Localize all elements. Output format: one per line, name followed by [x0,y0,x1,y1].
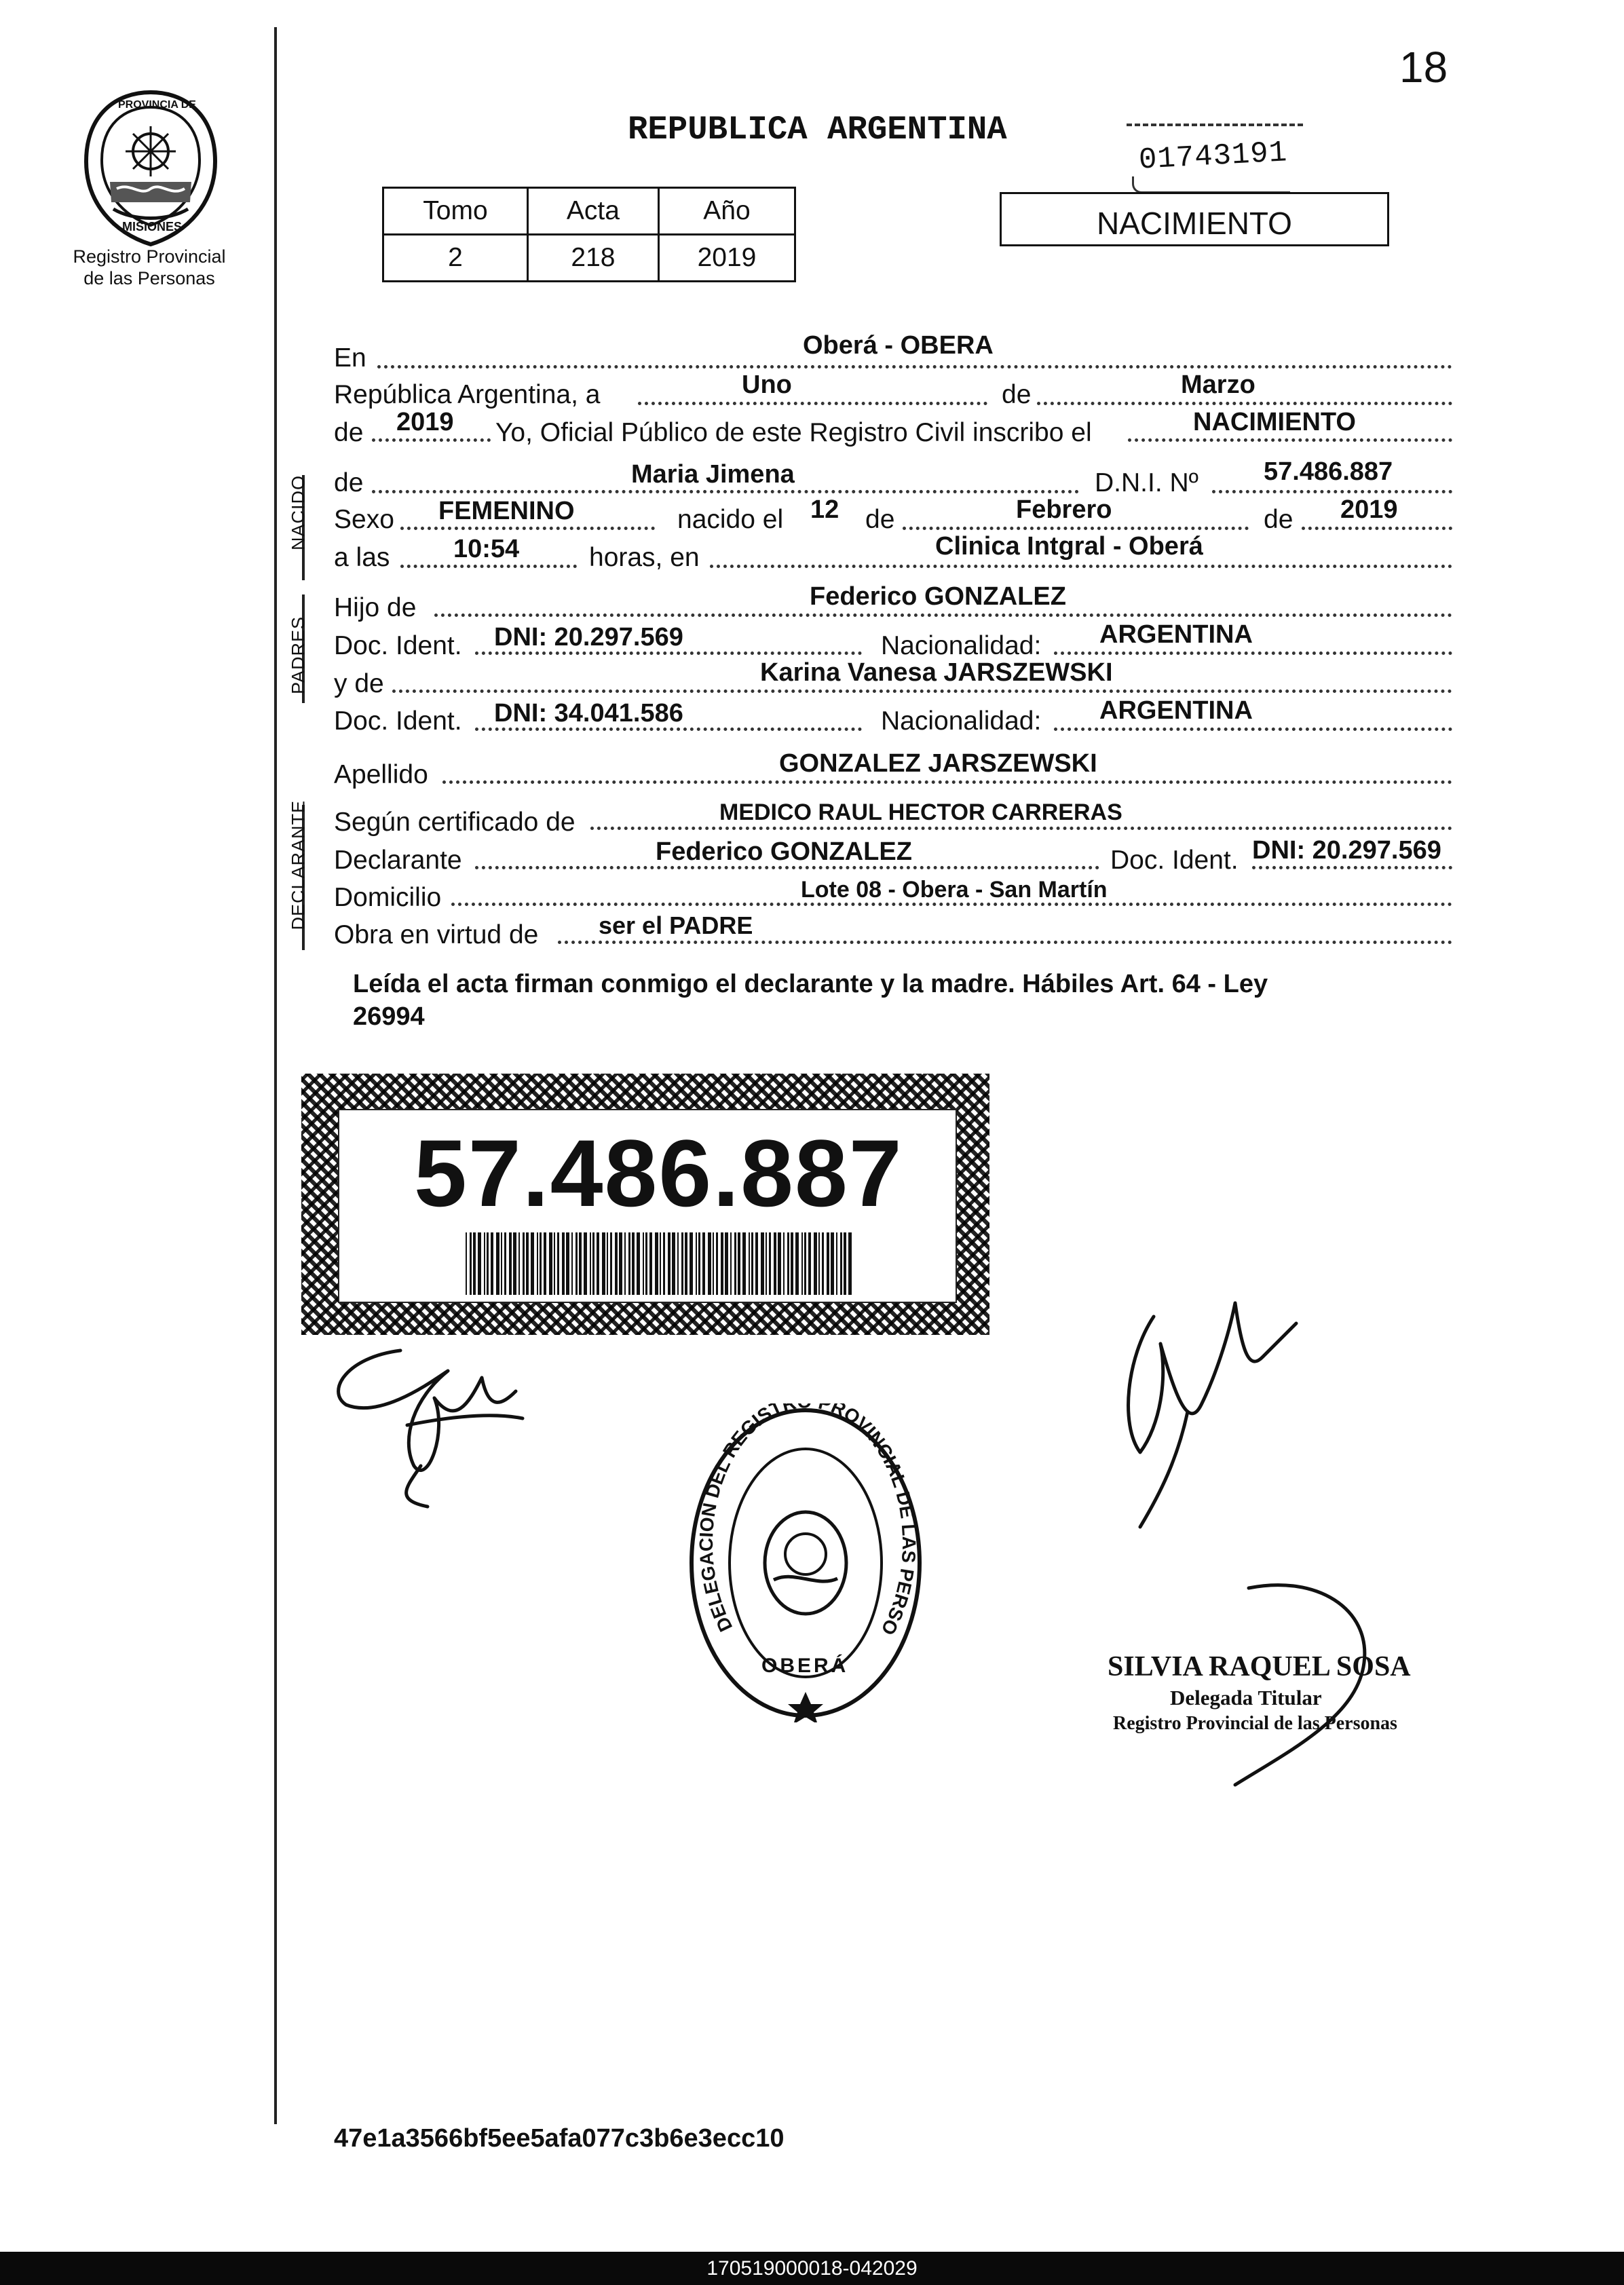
barcode-bar [632,1232,635,1295]
dotted-line [1037,402,1452,405]
barcode-bar [610,1232,612,1295]
field-lugar: Oberá - OBERA [803,331,994,360]
declarant-signature [319,1330,543,1513]
barcode-bar [672,1232,675,1295]
barcode-bar [755,1232,758,1295]
officer-block [1108,1650,1427,1735]
barcode-bar [579,1232,582,1295]
barcode-bar [730,1232,732,1295]
barcode-bar [509,1232,512,1295]
barcode-bar [677,1232,679,1295]
dotted-line [400,527,655,530]
record-table-value-row [383,235,795,282]
field-mes: Marzo [1181,371,1255,399]
label-domicilio: Domicilio [334,883,442,912]
field-nac-dia: 12 [810,495,839,524]
barcode-bar [487,1232,489,1295]
dotted-line [392,690,1452,693]
label-y-de: y de [334,669,384,698]
barcode-bar [619,1232,622,1295]
barcode-bar [668,1232,671,1295]
barcode-bar [571,1232,573,1295]
official-stamp [685,1403,926,1722]
left-margin-rule [274,27,277,2124]
barcode-bar [554,1232,555,1295]
label-a-las: a las [334,543,390,572]
document-title: REPUBLICA ARGENTINA [628,111,1007,149]
barcode-bar [504,1232,506,1295]
field-declarante: Federico GONZALEZ [656,837,912,866]
field-madre-doc: DNI: 34.041.586 [494,699,683,728]
serial-number: 01743191 [1137,136,1289,178]
barcode-bar [774,1232,776,1295]
registry-caption [41,246,258,289]
label-de: de [1002,380,1032,409]
record-type: NACIMIENTO [1097,206,1292,241]
barcode-bar [742,1232,746,1295]
barcode-bar [801,1232,803,1295]
barcode-bar [702,1232,705,1295]
field-dia: Uno [742,371,792,399]
field-domicilio: Lote 08 - Obera - San Martín [801,877,1108,903]
barcode-bar [685,1232,687,1295]
dni-sticker [301,1074,989,1335]
barcode-bar [822,1232,824,1295]
barcode-bar [513,1232,516,1295]
label-declarante: Declarante [334,846,462,875]
barcode-bar [660,1232,661,1295]
field-nac-mes: Febrero [1016,495,1112,524]
registry-logo [76,87,225,250]
barcode-bar [562,1232,565,1295]
barcode-bar [491,1232,493,1295]
barcode-bar [804,1232,806,1295]
field-nombre: Maria Jimena [631,460,795,489]
dotted-line [903,527,1249,530]
footer-code: 170519000018-042029 [706,2257,918,2280]
label-apellido: Apellido [334,760,428,789]
dotted-line [1212,490,1452,493]
footer-bar [0,2252,1624,2285]
stamp-ring-text: DELEGACION DEL REGISTR ROVINCIAL DE LAS PERSO [695,1403,920,1639]
barcode-bar [795,1232,799,1295]
barcode-bar [602,1232,605,1295]
record-type-box [1000,192,1389,246]
barcode-bar [643,1232,644,1295]
label-de: de [334,418,364,447]
barcode-bar [590,1232,591,1295]
dotted-line [1302,527,1452,530]
dotted-line [475,651,862,655]
barcode-bar [698,1232,700,1295]
barcode-bar [844,1232,846,1295]
serial-stamp-bracket [1132,176,1290,193]
label-de: de [865,505,895,534]
barcode-bar [628,1232,630,1295]
barcode-bar [681,1232,683,1295]
field-certificado: MEDICO RAUL HECTOR CARRERAS [719,799,1122,825]
officer-role: Delegada Titular [1170,1686,1322,1710]
barcode-bar [470,1232,472,1295]
barcode-bar [761,1232,764,1295]
logo-text-top: PROVINCIA DE [118,99,196,111]
barcode-bar [836,1232,837,1295]
barcode-bar [725,1232,728,1295]
closing-note-line-1: Leída el acta firman conmigo el declarante y la madre. Hábiles Art. 64 - Ley [353,970,1268,998]
field-nac-anio: 2019 [1340,495,1398,524]
field-madre: Karina Vanesa JARSZEWSKI [760,658,1113,687]
serial-stamp [1127,114,1310,195]
field-padre-nac: ARGENTINA [1099,620,1253,649]
officer-office: Registro Provincial de las Personas [1113,1713,1397,1734]
record-table-header: Acta [527,188,658,235]
barcode-bar [690,1232,693,1295]
barcode-bar [544,1232,546,1295]
barcode-bar [721,1232,723,1295]
barcode-bar [518,1232,520,1295]
dotted-line [710,565,1452,568]
barcode-bar [738,1232,740,1295]
label-doc-ident: Doc. Ident. [334,706,462,736]
barcode-bar [787,1232,789,1295]
barcode-bar [615,1232,618,1295]
dotted-line [434,613,1452,617]
dotted-line [475,728,862,731]
record-table-header: Año [658,188,795,235]
dotted-line [442,780,1452,784]
record-table-header: Tomo [383,188,528,235]
barcode-bar [848,1232,852,1295]
barcode-bar [496,1232,499,1295]
barcode-bar [466,1232,467,1295]
dotted-line [1128,438,1452,442]
barcode-bar [597,1232,599,1295]
sticker-barcode [466,1232,852,1295]
barcode-bar [649,1232,652,1295]
barcode-bar [478,1232,481,1295]
barcode-bar [637,1232,640,1295]
field-virtud: ser el PADRE [599,911,753,939]
field-madre-nac: ARGENTINA [1099,696,1253,725]
label-republica: República Argentina, a [334,380,601,409]
field-padre: Federico GONZALEZ [810,582,1066,611]
label-sexo: Sexo [334,505,394,534]
record-table [382,187,796,282]
dotted-line [1252,866,1452,869]
dotted-line [638,402,987,405]
barcode-bar [537,1232,538,1295]
barcode-bar [607,1232,608,1295]
field-padre-doc: DNI: 20.297.569 [494,623,683,651]
closing-note-line-2: 26994 [353,1002,425,1031]
barcode-bar [749,1232,750,1295]
barcode-bar [484,1232,485,1295]
barcode-bar [766,1232,767,1295]
officer-name: SILVIA RAQUEL SOSA [1108,1651,1411,1682]
dotted-line [1054,651,1452,655]
label-dni: D.N.I. Nº [1095,468,1198,497]
dotted-line [451,903,1452,906]
barcode-bar [778,1232,781,1295]
barcode-bar [696,1232,697,1295]
field-sexo: FEMENINO [438,497,575,525]
field-declarante-doc: DNI: 20.297.569 [1252,836,1441,865]
page-number: 18 [1399,43,1448,92]
dotted-line [1054,728,1452,731]
sticker-number: 57.486.887 [414,1120,903,1226]
barcode-bar [808,1232,811,1295]
document-hash: 47e1a3566bf5ee5afa077c3b6e3ecc10 [334,2124,785,2153]
side-label-nacido: NACIDO [288,475,309,551]
field-hora: 10:54 [453,535,520,563]
barcode-bar [814,1232,817,1295]
barcode-bar [769,1232,771,1295]
registry-line-1: Registro Provincial [73,246,226,267]
barcode-bar [501,1232,502,1295]
barcode-bar [473,1232,476,1295]
record-table-cell: 2019 [658,235,795,282]
barcode-bar [831,1232,834,1295]
closing-note [353,968,1268,1033]
barcode-bar [734,1232,736,1295]
serial-stamp-line [1127,124,1303,126]
barcode-bar [557,1232,559,1295]
barcode-bar [818,1232,820,1295]
label-nacionalidad: Nacionalidad: [881,706,1042,736]
barcode-bar [549,1232,552,1295]
dotted-line [590,827,1452,830]
barcode-bar [584,1232,587,1295]
barcode-bar [663,1232,665,1295]
logo-text-bottom: MISIONES [122,220,183,233]
barcode-bar [827,1232,829,1295]
barcode-bar [523,1232,525,1295]
barcode-bar [566,1232,569,1295]
label-obra-en-virtud: Obra en virtud de [334,920,539,949]
dotted-line [558,941,1452,944]
dotted-line [475,866,1099,869]
label-yo: Yo, Oficial Público de este Registro Civil inscribo el [495,418,1092,447]
stamp-city: OBERÁ [761,1655,849,1677]
field-dni: 57.486.887 [1264,457,1393,486]
label-segun-certificado: Según certificado de [334,808,575,837]
barcode-bar [791,1232,793,1295]
registry-line-2: de las Personas [83,268,215,288]
label-de: de [334,468,364,497]
dotted-line [400,565,577,568]
barcode-bar [575,1232,578,1295]
label-hijo-de: Hijo de [334,593,417,622]
barcode-bar [531,1232,534,1295]
barcode-bar [713,1232,714,1295]
barcode-bar [708,1232,711,1295]
record-table-header-row [383,188,795,235]
dotted-line [377,365,1452,369]
label-en: En [334,343,366,373]
field-apellido: GONZALEZ JARSZEWSKI [779,749,1097,778]
barcode-bar [840,1232,842,1295]
label-de: de [1264,505,1293,534]
field-lugar-nac: Clinica Intgral - Oberá [935,532,1203,561]
field-acto: NACIMIENTO [1193,408,1356,436]
field-anio: 2019 [396,408,454,436]
barcode-bar [526,1232,529,1295]
dotted-line [372,490,1079,493]
side-label-padres: PADRES [288,616,309,695]
barcode-bar [645,1232,647,1295]
label-doc-ident: Doc. Ident. [334,631,462,660]
label-nacido-el: nacido el [677,505,784,534]
record-table-cell: 2 [383,235,528,282]
barcode-bar [751,1232,753,1295]
barcode-bar [540,1232,542,1295]
record-table-cell: 218 [527,235,658,282]
barcode-bar [592,1232,594,1295]
sticker-inner-panel [338,1109,957,1303]
barcode-bar [624,1232,626,1295]
dotted-line [372,438,491,442]
barcode-bar [783,1232,785,1295]
label-horas-en: horas, en [589,543,700,572]
barcode-bar [655,1232,658,1295]
side-label-declarante: DECLARANTE [288,799,309,930]
label-doc-ident: Doc. Ident. [1110,846,1239,875]
barcode-bar [716,1232,718,1295]
label-nacionalidad: Nacionalidad: [881,631,1042,660]
